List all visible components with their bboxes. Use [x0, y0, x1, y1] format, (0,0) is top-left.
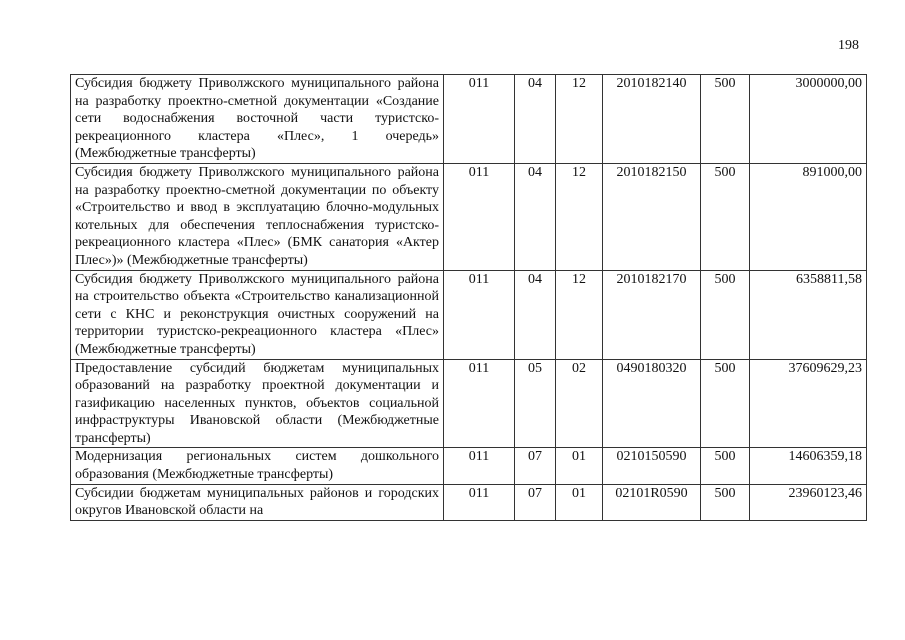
- row-section-code: 05: [515, 359, 556, 448]
- table-row: [71, 359, 867, 448]
- row-ministry-code: 011: [444, 75, 515, 164]
- row-subsection-code: 01: [556, 448, 603, 484]
- row-ministry-code: 011: [444, 163, 515, 270]
- row-ministry-code: 011: [444, 448, 515, 484]
- row-subsection-code: 12: [556, 163, 603, 270]
- row-description: Модернизация региональных систем дошкольного образования (Межбюджетные трансферты): [71, 448, 444, 484]
- row-expense-type: 500: [701, 270, 750, 359]
- row-amount: 3000000,00: [750, 75, 867, 164]
- row-section-code: 07: [515, 448, 556, 484]
- row-description: Субсидия бюджету Приволжского муниципального района на разработку проектно-сметной документации «Создание сети водоснабжения восточной части туристско-рекреационного кластера «Плес», 1 очередь» (Межбюджетные трансферты): [71, 75, 444, 164]
- row-description: Предоставление субсидий бюджетам муниципальных образований на разработку проектной документации и газификацию населенных пунктов, объектов социальной инфраструктуры Ивановской области (Межбюджетные трансферты): [71, 359, 444, 448]
- budget-table: [70, 74, 867, 521]
- row-amount: 37609629,23: [750, 359, 867, 448]
- row-expense-type: 500: [701, 75, 750, 164]
- row-description: Субсидия бюджету Приволжского муниципального района на разработку проектно-сметной документации по объекту «Строительство и ввод в эксплуатацию блочно-модульных котельных для обеспечения теплоснабжения туристско-рекреационного кластера «Плес» (БМК санатория «Актер Плес»)» (Межбюджетные трансферты): [71, 163, 444, 270]
- row-amount: 23960123,46: [750, 484, 867, 520]
- row-subsection-code: 01: [556, 484, 603, 520]
- row-amount: 14606359,18: [750, 448, 867, 484]
- row-subsection-code: 12: [556, 270, 603, 359]
- row-ministry-code: 011: [444, 484, 515, 520]
- row-amount: 891000,00: [750, 163, 867, 270]
- row-target-code: 2010182170: [603, 270, 701, 359]
- row-description: Субсидия бюджету Приволжского муниципального района на строительство объекта «Строительство канализационной сети с КНС и реконструкция очистных сооружений на территории туристско-рекреационного кластера «Плес» (Межбюджетные трансферты): [71, 270, 444, 359]
- row-expense-type: 500: [701, 163, 750, 270]
- row-section-code: 04: [515, 270, 556, 359]
- row-section-code: 04: [515, 163, 556, 270]
- row-target-code: 0490180320: [603, 359, 701, 448]
- row-target-code: 0210150590: [603, 448, 701, 484]
- row-amount: 6358811,58: [750, 270, 867, 359]
- row-ministry-code: 011: [444, 359, 515, 448]
- row-target-code: 2010182140: [603, 75, 701, 164]
- row-expense-type: 500: [701, 484, 750, 520]
- row-target-code: 2010182150: [603, 163, 701, 270]
- table-row: [71, 484, 867, 520]
- row-target-code: 02101R0590: [603, 484, 701, 520]
- row-expense-type: 500: [701, 359, 750, 448]
- row-expense-type: 500: [701, 448, 750, 484]
- table-row: [71, 163, 867, 270]
- row-description: Субсидии бюджетам муниципальных районов и городских округов Ивановской области на: [71, 484, 444, 520]
- row-subsection-code: 02: [556, 359, 603, 448]
- row-subsection-code: 12: [556, 75, 603, 164]
- table-row: [71, 75, 867, 164]
- table-row: [71, 270, 867, 359]
- page-number: 198: [838, 38, 859, 53]
- row-section-code: 04: [515, 75, 556, 164]
- row-ministry-code: 011: [444, 270, 515, 359]
- row-section-code: 07: [515, 484, 556, 520]
- table-row: [71, 448, 867, 484]
